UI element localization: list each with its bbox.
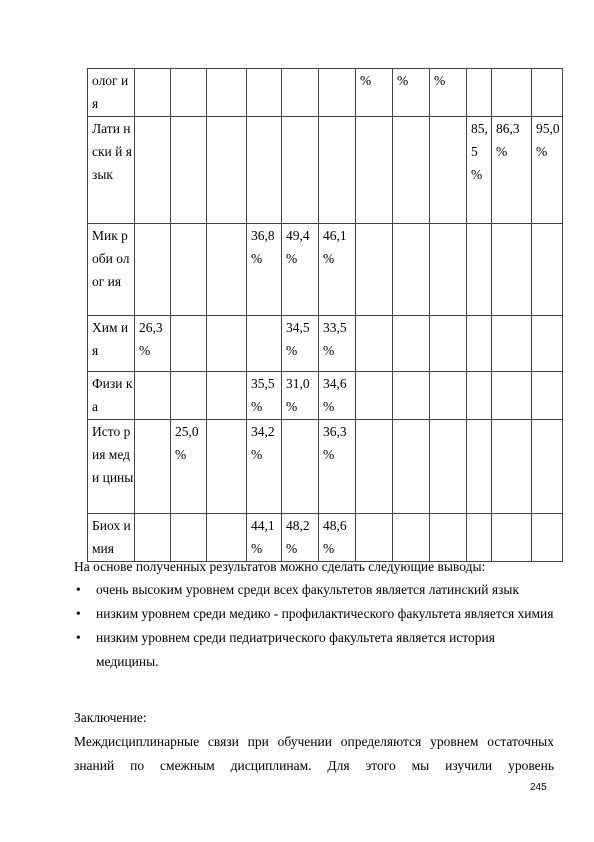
value-cell: [532, 316, 563, 372]
conclusion-text: очень высоким уровнем среди всех факультетов является латинский язык: [96, 582, 520, 597]
value-cell: 36,8 %: [247, 224, 282, 316]
value-cell: [171, 224, 207, 316]
conclusion-item: [74, 578, 554, 602]
bullet-icon: •: [76, 606, 81, 621]
value-cell: 33,5 %: [319, 316, 356, 372]
subject-cell: Мик роби олог ия: [88, 224, 135, 316]
value-cell: [207, 224, 247, 316]
value-cell: [393, 372, 430, 420]
value-cell: [356, 117, 393, 224]
value-cell: [247, 316, 282, 372]
value-cell: %: [356, 69, 393, 117]
subject-cell: Лати нски й язык: [88, 117, 135, 224]
value-cell: 49,4 %: [282, 224, 319, 316]
value-cell: [356, 420, 393, 514]
value-cell: [207, 117, 247, 224]
value-cell: [207, 372, 247, 420]
value-cell: [282, 117, 319, 224]
subject-cell: Хим ия: [88, 316, 135, 372]
value-cell: [532, 372, 563, 420]
table-row: [88, 316, 563, 372]
conclusion-text: низким уровнем среди медико - профилактического факультета является химия: [96, 606, 554, 621]
value-cell: %: [430, 69, 467, 117]
value-cell: [207, 420, 247, 514]
value-cell: [393, 316, 430, 372]
value-cell: 46,1 %: [319, 224, 356, 316]
table-row: [88, 117, 563, 224]
value-cell: [393, 224, 430, 316]
value-cell: [135, 69, 171, 117]
value-cell: 25,0 %: [171, 420, 207, 514]
value-cell: [430, 420, 467, 514]
value-cell: [430, 316, 467, 372]
value-cell: [356, 372, 393, 420]
subject-cell: олог ия: [88, 69, 135, 117]
subject-cell: Исто рия меди цины: [88, 420, 135, 514]
value-cell: 34,2 %: [247, 420, 282, 514]
value-cell: [135, 117, 171, 224]
value-cell: %: [393, 69, 430, 117]
value-cell: [430, 117, 467, 224]
value-cell: [492, 420, 532, 514]
value-cell: [171, 69, 207, 117]
value-cell: 31,0 %: [282, 372, 319, 420]
value-cell: 44,1 %: [247, 514, 282, 562]
value-cell: 48,6 %: [319, 514, 356, 562]
conclusion-text: низким уровнем среди педиатрического факультета является история медицины.: [96, 630, 495, 669]
paragraph-line-1: Междисциплинарные связи при обучении определяются уровнем остаточных: [74, 734, 554, 749]
value-cell: [282, 69, 319, 117]
subject-cell: Физи ка: [88, 372, 135, 420]
bullet-icon: •: [76, 630, 81, 645]
value-cell: [171, 316, 207, 372]
conclusions-list: [74, 578, 554, 674]
page-number: 245: [530, 782, 547, 793]
table-row: [88, 372, 563, 420]
value-cell: [135, 224, 171, 316]
value-cell: [135, 372, 171, 420]
value-cell: [356, 316, 393, 372]
value-cell: [467, 316, 492, 372]
value-cell: [532, 224, 563, 316]
table-row: [88, 69, 563, 117]
value-cell: [319, 117, 356, 224]
value-cell: [171, 372, 207, 420]
value-cell: [282, 420, 319, 514]
value-cell: [467, 69, 492, 117]
value-cell: 86,3 %: [492, 117, 532, 224]
value-cell: [393, 420, 430, 514]
intro-text: На основе полученных результатов можно сделать следующие выводы:: [74, 559, 486, 574]
value-cell: 85,5 %: [467, 117, 492, 224]
conclusion-item: [74, 626, 554, 674]
results-table: [87, 68, 563, 562]
value-cell: [467, 420, 492, 514]
paragraph-line-2: знаний по смежным дисциплинам. Для этого мы изучили уровень: [74, 758, 554, 773]
table-body: [88, 69, 563, 562]
value-cell: [492, 316, 532, 372]
value-cell: [247, 117, 282, 224]
value-cell: [492, 372, 532, 420]
conclusion-item: [74, 602, 554, 626]
value-cell: 34,6 %: [319, 372, 356, 420]
table-row: [88, 420, 563, 514]
value-cell: [492, 224, 532, 316]
value-cell: [356, 224, 393, 316]
bullet-icon: •: [76, 582, 81, 597]
value-cell: 34,5 %: [282, 316, 319, 372]
value-cell: 48,2 %: [282, 514, 319, 562]
table-row: [88, 224, 563, 316]
value-cell: [207, 69, 247, 117]
value-cell: [319, 69, 356, 117]
value-cell: 26,3 %: [135, 316, 171, 372]
value-cell: [467, 372, 492, 420]
value-cell: [207, 316, 247, 372]
value-cell: [430, 372, 467, 420]
value-cell: [467, 224, 492, 316]
subject-cell: Биох имия: [88, 514, 135, 562]
value-cell: 35,5 %: [247, 372, 282, 420]
conclusion-heading: Заключение:: [74, 710, 147, 725]
value-cell: [532, 69, 563, 117]
value-cell: [171, 117, 207, 224]
value-cell: 36,3 %: [319, 420, 356, 514]
value-cell: [247, 69, 282, 117]
value-cell: [492, 69, 532, 117]
value-cell: [430, 224, 467, 316]
value-cell: [393, 117, 430, 224]
value-cell: [532, 420, 563, 514]
value-cell: 95,0 %: [532, 117, 563, 224]
value-cell: [135, 420, 171, 514]
